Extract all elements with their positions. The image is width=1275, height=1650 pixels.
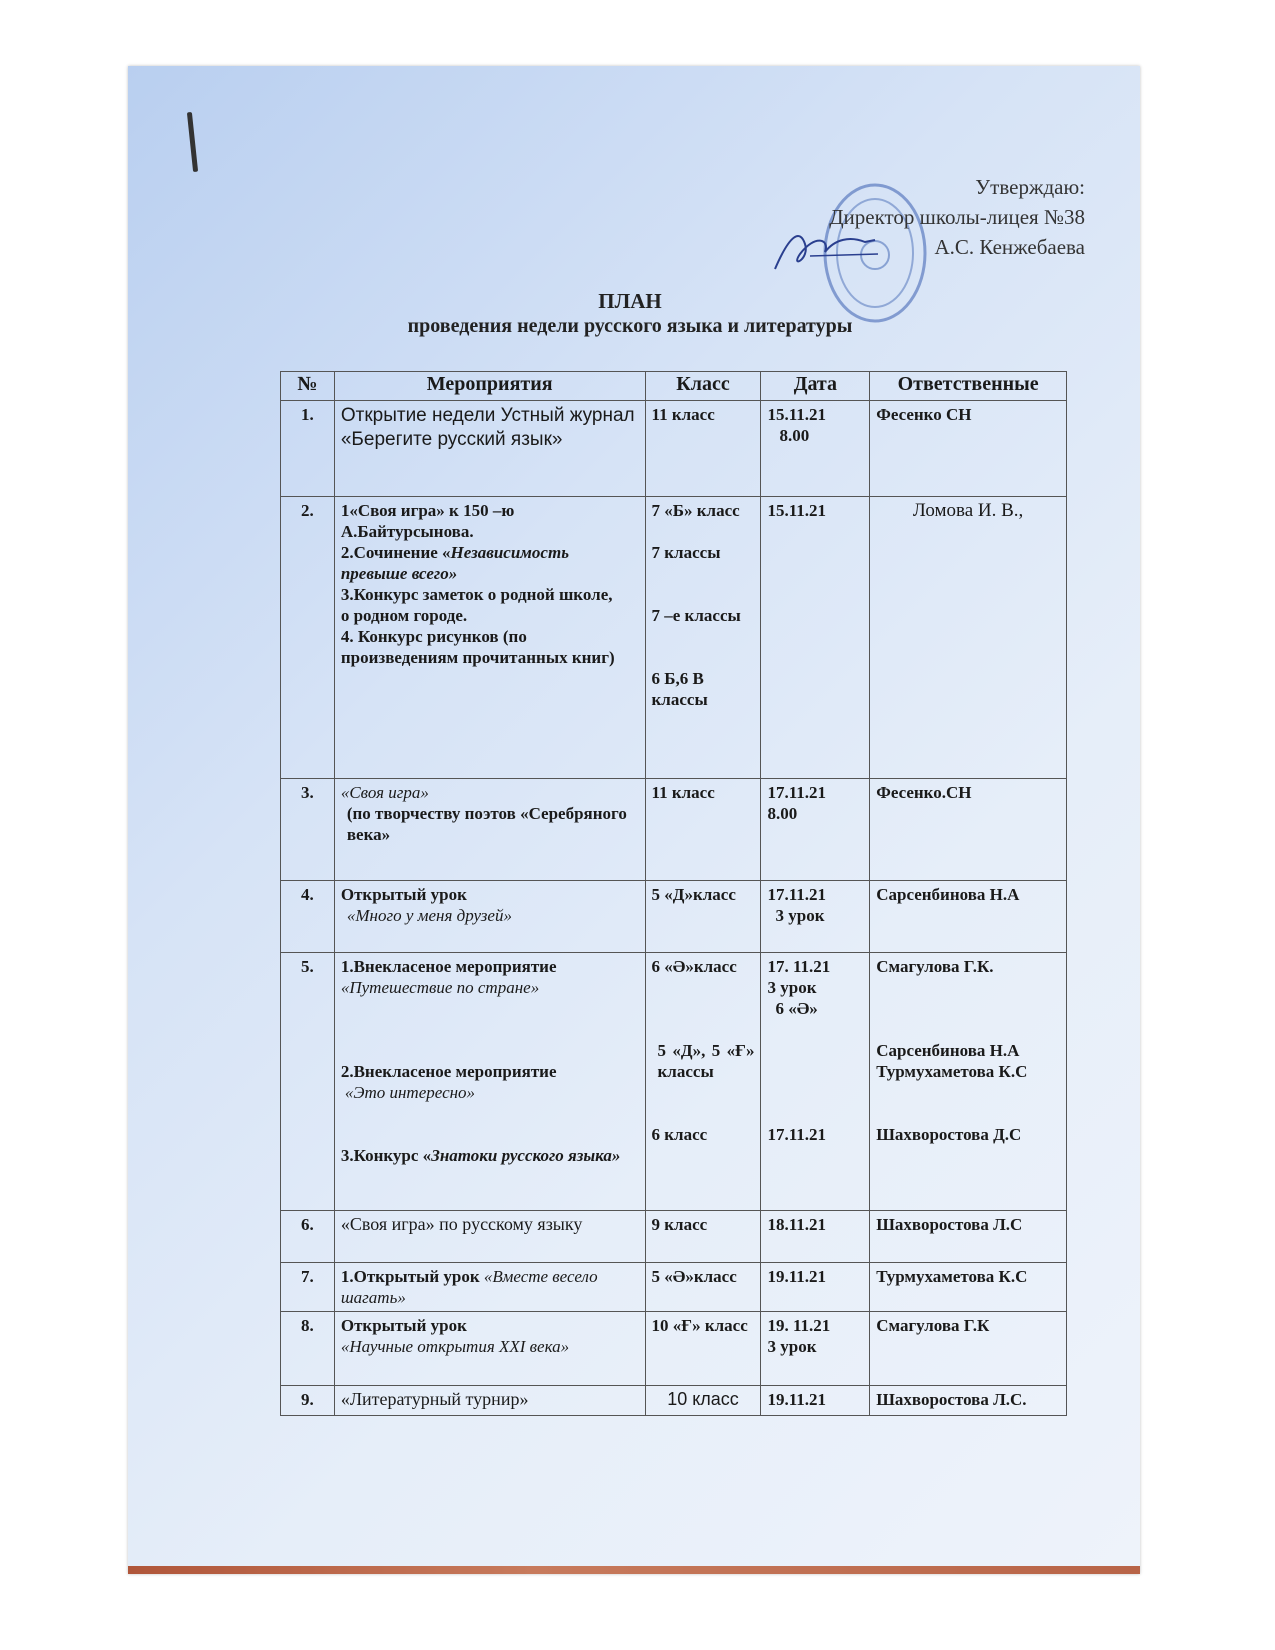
event-line: «Научные открытия XXI века» <box>340 1337 570 1356</box>
class-line: 6 класс <box>651 1125 708 1144</box>
table-row <box>281 1312 1067 1386</box>
class-line: 9 класс <box>651 1215 708 1234</box>
responsible-line: Сарсенбинова Н.А <box>876 885 1020 904</box>
class-cell <box>645 1312 761 1386</box>
row-number: 5. <box>281 953 335 1211</box>
responsible-line: Ломова И. В., <box>912 500 1024 521</box>
date-line: 17.11.21 <box>767 1125 827 1144</box>
date-cell <box>761 1211 870 1263</box>
event-line: «Своя игра» по русскому языку <box>340 1214 583 1234</box>
event-text-italic: «Вместе весело шагать» <box>340 1267 598 1307</box>
column-header-events: Мероприятия <box>334 372 645 401</box>
date-cell <box>761 779 870 881</box>
events-table <box>280 371 1067 1416</box>
date-line: 8.00 <box>779 426 810 445</box>
approval-block <box>740 172 1085 262</box>
event-line: 1«Своя игра» к 150 –ю А.Байтурсынова. <box>340 501 515 541</box>
class-cell <box>645 1386 761 1416</box>
responsible-cell <box>870 497 1067 779</box>
table-row <box>281 401 1067 497</box>
class-cell <box>645 953 761 1211</box>
event-line: «Своя игра» <box>340 783 429 802</box>
event-cell <box>334 881 645 953</box>
class-line: 7 классы <box>651 543 721 562</box>
class-line: 5 «Д»класс <box>651 885 736 904</box>
class-line: 6 Б,6 В классы <box>651 669 708 709</box>
event-cell <box>334 779 645 881</box>
class-line: 5 «Д», 5 «Ғ» классы <box>657 1041 755 1081</box>
event-text: 1.Открытый урок <box>340 1267 484 1286</box>
responsible-cell <box>870 1312 1067 1386</box>
table-row <box>281 1386 1067 1416</box>
event-line: 2.Внекласеное мероприятие <box>340 1062 557 1081</box>
event-line: 3.Конкурс заметок о родной школе, <box>340 585 613 604</box>
date-line: 8.00 <box>767 804 798 823</box>
table-row <box>281 497 1067 779</box>
responsible-line: Шахворостова Л.С. <box>876 1390 1027 1409</box>
responsible-cell <box>870 881 1067 953</box>
date-line: 18.11.21 <box>767 1215 827 1234</box>
document-title-block <box>300 288 960 338</box>
event-cell <box>334 953 645 1211</box>
event-line: 4. Конкурс рисунков (по произведениям прочитанных книг) <box>340 627 615 667</box>
responsible-line: Шахворостова Д.С <box>876 1125 1022 1144</box>
class-cell <box>645 881 761 953</box>
class-line: 7 –е классы <box>651 606 741 625</box>
date-line: 3 урок <box>767 1337 817 1356</box>
event-cell <box>334 1263 645 1312</box>
event-line <box>341 542 639 584</box>
event-text: 2.Сочинение « <box>340 543 451 562</box>
row-number: 4. <box>281 881 335 953</box>
date-line: 15.11.21 <box>767 405 827 424</box>
date-cell <box>761 1386 870 1416</box>
approve-label: Утверждаю: <box>975 175 1085 199</box>
event-cell <box>334 1312 645 1386</box>
table-row <box>281 779 1067 881</box>
date-cell <box>761 401 870 497</box>
event-line: «Берегите русский язык» <box>340 429 563 450</box>
class-line: 10 «Ғ» класс <box>651 1316 748 1335</box>
event-cell <box>334 497 645 779</box>
class-line: 5 «Ә»класс <box>651 1267 737 1286</box>
class-line: 11 класс <box>651 405 715 424</box>
table-row <box>281 1263 1067 1312</box>
row-number: 9. <box>281 1386 335 1416</box>
event-line: «Много у меня друзей» <box>346 906 512 925</box>
column-header-number: № <box>281 372 335 401</box>
date-cell <box>761 1312 870 1386</box>
event-line <box>341 1145 639 1166</box>
responsible-cell <box>870 1386 1067 1416</box>
class-cell <box>645 497 761 779</box>
date-cell <box>761 497 870 779</box>
responsible-line: Смагулова Г.К. <box>876 957 994 976</box>
responsible-cell <box>870 401 1067 497</box>
paper-edge <box>128 1566 1140 1574</box>
document-subtitle: проведения недели русского языка и литературы <box>407 315 853 337</box>
table-row <box>281 881 1067 953</box>
date-cell <box>761 881 870 953</box>
table-row <box>281 953 1067 1211</box>
event-text: 3.Конкурс « <box>340 1146 432 1165</box>
date-line: 19. 11.21 <box>767 1316 831 1335</box>
date-cell <box>761 953 870 1211</box>
date-line: 17.11.21 <box>767 783 827 802</box>
class-line: 10 класс <box>667 1389 739 1409</box>
class-cell <box>645 1211 761 1263</box>
event-cell <box>334 1211 645 1263</box>
column-header-class: Класс <box>645 372 761 401</box>
date-line: 6 «Ә» <box>775 999 818 1018</box>
column-header-date: Дата <box>761 372 870 401</box>
class-cell <box>645 1263 761 1312</box>
event-line: «Это интересно» <box>344 1083 476 1102</box>
event-line: Открытие недели Устный журнал <box>340 405 635 426</box>
responsible-line: Фесенко.СН <box>876 783 972 802</box>
responsible-line: Сарсенбинова Н.А <box>876 1041 1020 1060</box>
event-cell <box>334 401 645 497</box>
document-title: ПЛАН <box>598 289 662 313</box>
responsible-line: Смагулова Г.К <box>876 1316 990 1335</box>
row-number: 1. <box>281 401 335 497</box>
event-line: о родном городе. <box>340 606 468 625</box>
event-line: (по творчеству поэтов «Серебряного века» <box>346 804 627 844</box>
row-number: 3. <box>281 779 335 881</box>
event-line: «Литературный турнир» <box>340 1389 529 1409</box>
date-line: 3 урок <box>767 978 817 997</box>
responsible-cell <box>870 779 1067 881</box>
class-line: 6 «Ә»класс <box>651 957 737 976</box>
responsible-line: Шахворостова Л.С <box>876 1215 1023 1234</box>
row-number: 2. <box>281 497 335 779</box>
event-text-italic: Знатоки русского языка» <box>431 1146 621 1165</box>
event-cell <box>334 1386 645 1416</box>
responsible-line: Фесенко СН <box>876 405 972 424</box>
class-line: 7 «Б» класс <box>651 501 740 520</box>
date-line: 19.11.21 <box>767 1390 827 1409</box>
row-number: 6. <box>281 1211 335 1263</box>
event-line: «Путешествие по стране» <box>340 978 540 997</box>
date-line: 17. 11.21 <box>767 957 831 976</box>
table-row <box>281 1211 1067 1263</box>
column-header-responsible: Ответственные <box>870 372 1067 401</box>
director-title: Директор школы-лицея №38 <box>829 205 1085 229</box>
date-line: 15.11.21 <box>767 501 827 520</box>
row-number: 8. <box>281 1312 335 1386</box>
responsible-cell <box>870 953 1067 1211</box>
date-cell <box>761 1263 870 1312</box>
date-line: 3 урок <box>775 906 825 925</box>
event-text-italic: Независимость превыше всего» <box>340 543 569 583</box>
event-line: Открытый урок <box>340 885 467 904</box>
row-number: 7. <box>281 1263 335 1312</box>
responsible-cell <box>870 1211 1067 1263</box>
table-header-row <box>281 372 1067 401</box>
responsible-cell <box>870 1263 1067 1312</box>
class-cell <box>645 779 761 881</box>
class-line: 11 класс <box>651 783 715 802</box>
class-cell <box>645 401 761 497</box>
date-line: 19.11.21 <box>767 1267 827 1286</box>
responsible-line: Турмухаметова К.С <box>876 1267 1028 1286</box>
director-name: А.С. Кенжебаева <box>934 235 1085 259</box>
event-line: 1.Внекласеное мероприятие <box>340 957 557 976</box>
event-line: Открытый урок <box>340 1316 467 1335</box>
responsible-line: Турмухаметова К.С <box>876 1062 1028 1081</box>
date-line: 17.11.21 <box>767 885 827 904</box>
